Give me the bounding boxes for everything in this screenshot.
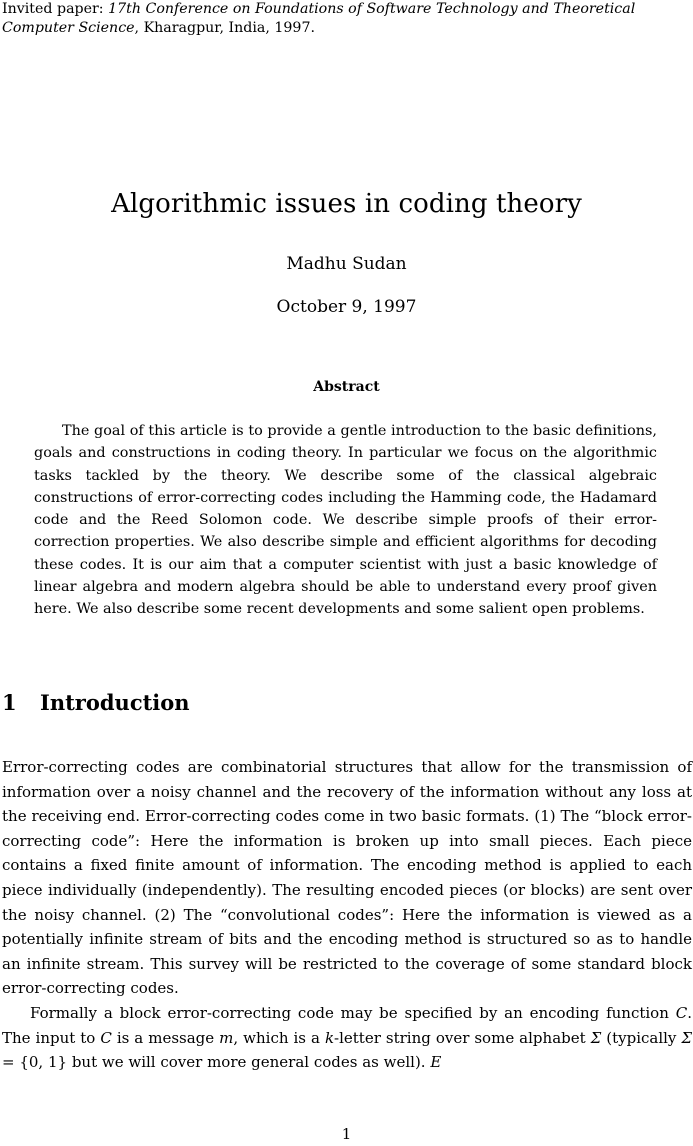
author-name: Madhu Sudan: [286, 254, 407, 274]
p2-text-4: , which is a: [233, 1028, 325, 1047]
math-sigma: Σ: [590, 1028, 602, 1047]
header-note-prefix: Invited paper:: [2, 1, 109, 17]
math-E: E: [430, 1053, 442, 1072]
math-C: C: [675, 1003, 688, 1022]
paragraph-2: [2, 1001, 692, 1075]
section-number: 1: [2, 690, 17, 715]
paragraph-1: Error-correcting codes are combinatorial structures that allow for the transmission of information over a noisy channel and the recovery of the information without any loss at the receiving end. Error-correcting codes come in two basic formats. (1) The “block error-correcting code”: Here the information is broken up into small pieces. Each piece contains a fixed finite amount of information. The encoding method is applied to each piece individually (independently). The resulting encoded pieces (or blocks) are sent over the noisy channel. (2) The “convolutional codes”: Here the information is viewed as a potentially infinite stream of bits and the encoding method is structured so as to handle an infinite stream. This survey will be restricted to the coverage of some standard block error-correcting codes.: [2, 758, 692, 998]
body-text: [2, 755, 692, 1075]
paper-title: Algorithmic issues in coding theory: [111, 189, 582, 219]
abstract-heading: Abstract: [313, 379, 380, 395]
paper-date: October 9, 1997: [276, 297, 417, 317]
math-C: C: [100, 1028, 112, 1047]
math-m: m: [219, 1028, 234, 1047]
section-heading: [2, 688, 692, 718]
header-note-venue: 17th Conference on Foundations of Software Technology and Theoretical Computer Science: [2, 1, 636, 36]
math-k: k: [324, 1028, 335, 1047]
abstract-text: The goal of this article is to provide a gentle introduction to the basic definitions, goals and constructions in coding theory. In particular we focus on the algorithmic tasks tackled by the theory. We describe some of the classical algebraic constructions of error-correcting codes including the Hamming code, the Hadamard code and the Reed Solomon code. We describe simple proofs of their error-correction properties. We also describe simple and efficient algorithms for decoding these codes. It is our aim that a computer scientist with just a basic knowledge of linear algebra and modern algebra should be able to understand every proof given here. We also describe some recent developments and some salient open problems.: [34, 423, 657, 618]
header-note-suffix: , Kharagpur, India, 1997.: [134, 20, 315, 36]
p2-text-2: . The input to: [2, 1003, 692, 1047]
p2-text-7: = {0, 1} but we will cover more general codes as well).: [2, 1053, 431, 1072]
p2-text-6: (typically: [601, 1028, 682, 1047]
p2-text-1: Formally a block error-correcting code may be specified by an encoding function: [30, 1003, 676, 1022]
p2-text-5: -letter string over some alphabet: [334, 1028, 591, 1047]
header-note: [2, 0, 692, 38]
p2-text-3: is a message: [111, 1028, 220, 1047]
section-title: Introduction: [40, 690, 190, 715]
page-number: 1: [341, 1125, 352, 1143]
math-sigma: Σ: [681, 1028, 693, 1047]
